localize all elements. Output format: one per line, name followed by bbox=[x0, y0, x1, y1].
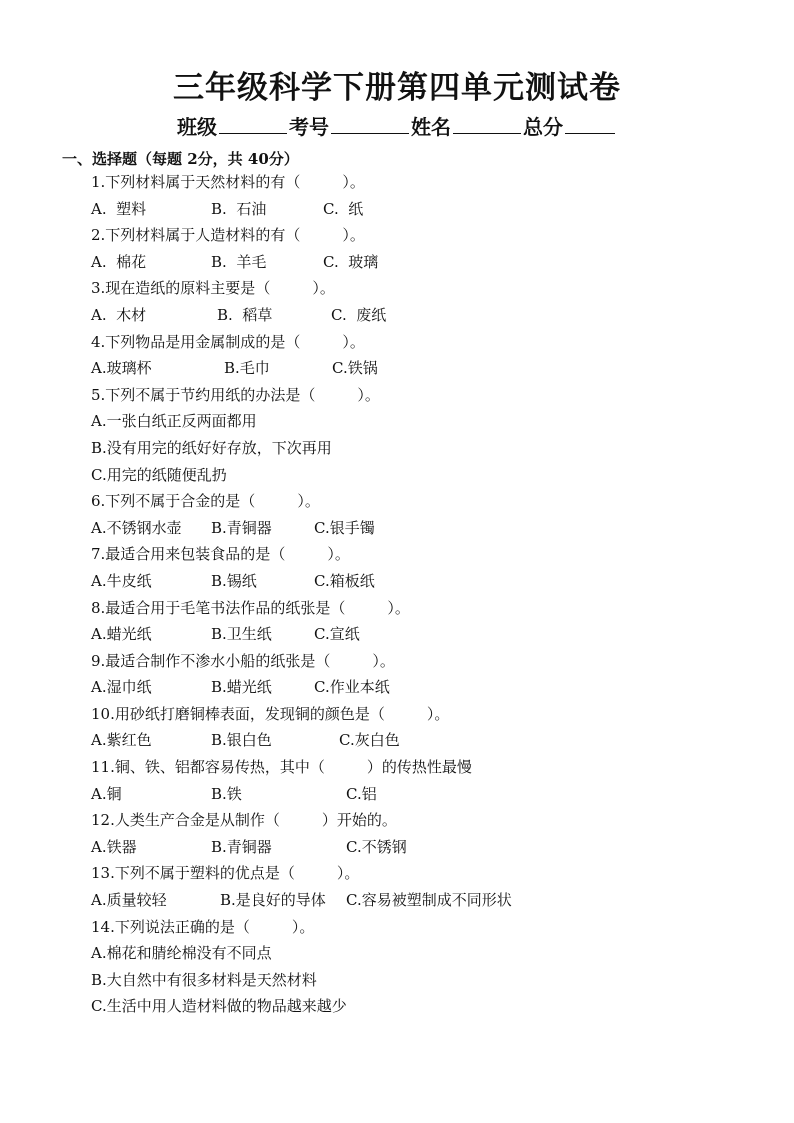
option-b: B.青铜器 bbox=[211, 518, 272, 537]
section-heading: 一、选择题（每题 2分，共 40分） bbox=[62, 150, 299, 168]
question-text: 3.现在造纸的原料主要是（ bbox=[91, 279, 271, 298]
option-c: C. 废纸 bbox=[331, 305, 387, 324]
option-c: C.宣纸 bbox=[314, 625, 360, 644]
option-a: A.紫红色 bbox=[91, 731, 152, 750]
question-text: 13.下列不属于塑料的优点是（ bbox=[91, 864, 295, 883]
total-score-label: 总分 bbox=[523, 115, 563, 139]
question-text: 5.下列不属于节约用纸的办法是（ bbox=[91, 385, 316, 404]
options-row bbox=[91, 249, 771, 276]
question-list bbox=[91, 169, 771, 1020]
question-stem bbox=[91, 169, 771, 196]
question-text: 11.铜、铁、铝都容易传热，其中（ bbox=[91, 758, 325, 777]
option-b: B.是良好的导体 bbox=[220, 891, 326, 910]
option-b: B.青铜器 bbox=[211, 837, 272, 856]
total-score-blank[interactable] bbox=[565, 113, 615, 134]
option-b: B.大自然中有很多材料是天然材料 bbox=[91, 970, 317, 989]
question-text: 14.下列说法正确的是（ bbox=[91, 917, 250, 936]
options-row bbox=[91, 196, 771, 223]
question-stem bbox=[91, 754, 771, 781]
option-b: B.蜡光纸 bbox=[211, 678, 272, 697]
question-text: 2.下列材料属于人造材料的有（ bbox=[91, 226, 301, 245]
question-stem bbox=[91, 382, 771, 409]
question-text-end: ）。 bbox=[291, 917, 315, 936]
exam-number-blank[interactable] bbox=[331, 113, 409, 134]
name-label: 姓名 bbox=[411, 115, 451, 139]
question-text-end: ）。 bbox=[312, 279, 335, 298]
option-c: C.铝 bbox=[346, 784, 377, 803]
option-a: A. 棉花 bbox=[91, 252, 147, 271]
question-text: 4.下列物品是用金属制成的是（ bbox=[91, 332, 301, 351]
question-stem bbox=[91, 488, 771, 515]
question-text: 10.用砂纸打磨铜棒表面，发现铜的颜色是（ bbox=[91, 704, 385, 723]
option-b: B.毛巾 bbox=[224, 359, 270, 378]
option-c: C. 玻璃 bbox=[323, 252, 379, 271]
question-text-end: ）。 bbox=[357, 385, 380, 404]
option-c: C.银手镯 bbox=[314, 518, 375, 537]
option-c: C.作业本纸 bbox=[314, 678, 390, 697]
question-text: 6.下列不属于合金的是（ bbox=[91, 492, 256, 511]
question-text-end: ）。 bbox=[426, 704, 450, 723]
class-blank[interactable] bbox=[219, 113, 287, 134]
question-stem bbox=[91, 914, 771, 941]
option-a: A. 木材 bbox=[91, 305, 147, 324]
question-text: 8.最适合用于毛笔书法作品的纸张是（ bbox=[91, 598, 346, 617]
option-b: B.卫生纸 bbox=[211, 625, 272, 644]
option-a: A.铜 bbox=[91, 784, 122, 803]
question-stem bbox=[91, 648, 771, 675]
question-text-end: ）。 bbox=[342, 226, 365, 245]
option-c: C.灰白色 bbox=[339, 731, 400, 750]
question-stem bbox=[91, 701, 771, 728]
option-c: C. 纸 bbox=[323, 199, 364, 218]
option-c: C.铁锅 bbox=[332, 359, 378, 378]
options-row bbox=[91, 302, 771, 329]
class-label: 班级 bbox=[177, 115, 217, 139]
option-a: A.棉花和腈纶棉没有不同点 bbox=[91, 944, 272, 963]
question-text-end: ）。 bbox=[342, 173, 365, 191]
question-text-end: ）的传热性最慢 bbox=[366, 758, 472, 777]
question-text-end: ）开始的。 bbox=[321, 811, 397, 830]
options-row bbox=[91, 674, 771, 701]
option-c: C.生活中用人造材料做的物品越来越少 bbox=[91, 997, 347, 1016]
options-row bbox=[91, 834, 771, 861]
question-text-end: ）。 bbox=[342, 332, 365, 351]
options-row bbox=[91, 355, 771, 382]
question-text: 1.下列材料属于天然材料的有（ bbox=[91, 173, 301, 191]
exam-number-label: 考号 bbox=[289, 115, 329, 139]
option-a: A. 塑料 bbox=[91, 199, 147, 218]
option-a: A.铁器 bbox=[91, 837, 137, 856]
page-title: 三年级科学下册第四单元测试卷 bbox=[173, 70, 621, 106]
option-c: C.不锈钢 bbox=[346, 837, 407, 856]
options-row bbox=[91, 515, 771, 542]
question-text-end: ）。 bbox=[297, 492, 320, 511]
options-row bbox=[91, 621, 771, 648]
question-text: 12.人类生产合金是从制作（ bbox=[91, 811, 280, 830]
option-b: B. 石油 bbox=[211, 199, 267, 218]
question-stem bbox=[91, 275, 771, 302]
option-a: A.牛皮纸 bbox=[91, 571, 152, 590]
option-b: B.没有用完的纸好好存放，下次再用 bbox=[91, 438, 332, 457]
option-c: C.箱板纸 bbox=[314, 571, 375, 590]
question-text-end: ）。 bbox=[327, 545, 350, 564]
question-text: 7.最适合用来包装食品的是（ bbox=[91, 545, 286, 564]
name-blank[interactable] bbox=[453, 113, 521, 134]
option-b: B. 羊毛 bbox=[211, 252, 267, 271]
option-a: A.湿巾纸 bbox=[91, 678, 152, 697]
options-row bbox=[91, 781, 771, 808]
option-b: B. 稻草 bbox=[217, 305, 273, 324]
question-stem bbox=[91, 860, 771, 887]
question-stem bbox=[91, 807, 771, 834]
option-b: B.铁 bbox=[211, 784, 242, 803]
question-stem bbox=[91, 595, 771, 622]
option-a: A.质量较轻 bbox=[91, 891, 167, 910]
option-a: A.蜡光纸 bbox=[91, 625, 152, 644]
options-row bbox=[91, 568, 771, 595]
question-text-end: ）。 bbox=[336, 864, 360, 883]
option-a: A.不锈钢水壶 bbox=[91, 518, 182, 537]
option-a: A.一张白纸正反两面都用 bbox=[91, 412, 257, 431]
options-row bbox=[91, 727, 771, 754]
question-text: 9.最适合制作不渗水小船的纸张是（ bbox=[91, 651, 331, 670]
option-b: B.银白色 bbox=[211, 731, 272, 750]
options-row bbox=[91, 887, 771, 914]
option-c: C.用完的纸随便乱扔 bbox=[91, 465, 227, 484]
question-text-end: ）。 bbox=[387, 598, 410, 617]
question-stem bbox=[91, 329, 771, 356]
question-stem bbox=[91, 541, 771, 568]
question-text-end: ）。 bbox=[372, 651, 395, 670]
question-stem bbox=[91, 222, 771, 249]
option-b: B.锡纸 bbox=[211, 571, 257, 590]
option-a: A.玻璃杯 bbox=[91, 359, 152, 378]
student-info-line bbox=[0, 111, 794, 140]
option-c: C.容易被塑制成不同形状 bbox=[346, 891, 512, 910]
